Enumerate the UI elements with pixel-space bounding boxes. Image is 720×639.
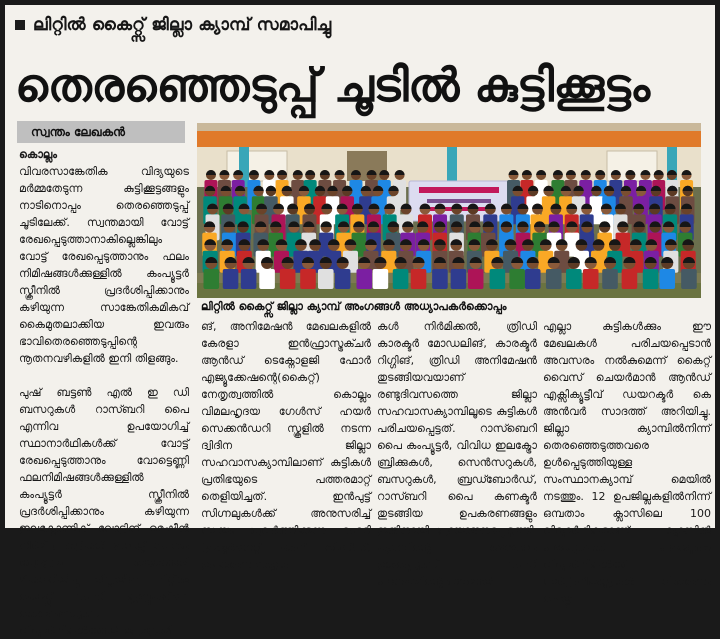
person-body [280,269,296,289]
person-body [546,269,562,289]
article-column-2 [201,318,371,571]
person-body [490,269,506,289]
person-body [357,269,373,289]
person-body [223,269,239,289]
person-body [373,269,389,289]
group-photo-image [197,123,701,298]
photo-caption: ലിറ്റിൽ കൈറ്റ്സ് ജില്ലാ ക്യാമ്പ് അംഗങ്ങൾ അധ്യാപകർക്കൊപ്പം [201,300,507,313]
group-photo [197,123,701,298]
dateline: കൊല്ലം [19,148,57,161]
person-body [451,269,467,289]
person-body [203,269,219,289]
article-column-1 [19,146,189,637]
person-body [241,269,257,289]
paragraph-1-text: വിവരസാങ്കേതിക വിദ്യയുടെ മർമ്മതേടുന്ന കുട്ടിക്കൂട്ടങ്ങളും നാടിനൊപ്പം തെരഞ്ഞെടുപ്പ് ചൂടിലേക്ക്. സ്വന്തമായി വോട്ട് രേഖപ്പെടുത്താനാകില്ലെങ്കിലും വോട്ട് രേഖപ്പെടുത്താനും ഫലം നിമിഷങ്ങൾക്കുള്ളിൽ കംപ്യൂട്ടർ സ്ക്രീനിൽ പ്രദർശിപ്പിക്കാനും കഴിയുന്ന സാങ്കേതികമികവ് കൈമുതലാക്കിയ ഇവരും ഭാവിതെരഞ്ഞെടുപ്പിന്റെ നൂതനവഴികളിൽ ഇനി തിളങ്ങും. [19,165,189,365]
person-body [525,269,541,289]
person-body [509,269,525,289]
article-column-3 [377,318,537,588]
newspaper-page [5,5,715,637]
article-column-4 [543,318,711,605]
person-body [432,269,448,289]
column-4-text: എല്ലാ കുട്ടികൾക്കും ഈ മേഖലകൾ പരിചയപ്പെടാൻ അവസരം നൽകുമെന്ന് കൈറ്റ് വൈസ് ചെയർമാൻ ആൻഡ് എക്സിക്യൂട്ടീവ് ഡയറക്ടർ കെ അൻവർ സാദത്ത് അറിയിച്ചു. ജില്ലാ ക്യാമ്പിൽനിന്ന് തെരഞ്ഞെടുത്തവരെ ഉൾപ്പെടുത്തിയുള്ള സംസ്ഥാനക്യാമ്പ് മെയിൽ നടത്തും. 12 ഉപജില്ലകളിൽനിന്ന് ഒമ്പതാം ക്ലാസിലെ 100 വിദ്യാർഥികളാണ് ക്യാമ്പിൽ പങ്കെടുത്തത്. പങ്കെടുത്ത വിദ്യാർഥികൾക്ക് സർട്ടിഫിക്കറ്റുകൾ വിതരണം ചെയ്തു. [543,320,711,605]
person-body [300,269,316,289]
person-body [622,269,638,289]
person-body [468,269,484,289]
kicker [15,13,331,37]
paragraph-2: പുഷ് ബട്ടൺ എൽ ഇ ഡി ബസറുകൾ റാസ്ബറി പൈ എന്നിവ ഉപയോഗിച്ച് സ്ഥാനാർഥികൾക്ക് വോട്ട് രേഖപ്പെടുത്താനും വോട്ടെണ്ണി ഫലനിമിഷങ്ങൾക്കുള്ളിൽ കംപ്യൂട്ടർ സ്ക്രീനിൽ പ്രദർശിപ്പിക്കാനും കഴിയുന്ന ഇലക്ട്രോണിക് വോട്ടിങ് മെഷീൻ നിർമിച്ച കുട്ടികൾ ഇവയ്ക്ക് സ്വന്തം പ്രോഗ്രാം തയ്യാറാക്കി മികവറിയിച്ചു. ജില്ലയിലെ ലിറ്റിൽ കൈറ്റ്സ് ഐടി ക്ലബ്ബുകളിലെ തെരഞ്ഞെടുത്ത വിദ്യാർഥികൾക്കായി പ്രോഗ്രാമി [19,386,189,637]
column-2-text: ങ്, അനിമേഷൻ മേഖലകളിൽ കേരളാ ഇൻഫ്രാസ്ട്രക്ചർ ആൻഡ് ടെക്നോളജി ഫോർ എജ്യൂക്കേഷന്റെ(കൈറ്റ്) നേതൃത്വത്തിൽ കൊല്ലം വിമലഹൃദയ ഗേൾസ് ഹയർ സെക്കൻഡറി സ്കൂളിൽ നടന്ന ദ്വിദിന ജില്ലാ സഹവാസക്യാമ്പിലാണ് കുട്ടികൾ പ്രതിഭയുടെ പത്തരമാറ്റ് തെളിയിച്ചത്. ഇൻപുട്ട് സിഗ്നലുകൾക്ക് അനുസരിച്ച് സ്വയം പ്രവർത്തിക്കുന്ന ഐടി (ഇന്റർനെറ്റ് ഓഫ് തിംഗ്സ്) ഉപകരണ മാതൃക [201,320,371,571]
person-body [602,269,618,289]
square-bullet-icon [15,20,25,30]
kicker-text: ലിറ്റിൽ കൈറ്റ്സ് ജില്ലാ ക്യാമ്പ് സമാപിച്ചു [33,15,332,35]
column-3-text: കൾ നിർമിക്കൽ, ത്രിഡി കാരക്ടർ മോഡലിങ്, കാരക്ടർ റിഗ്ഗിങ്, ത്രിഡി അനിമേഷൻ തുടങ്ങിയവയാണ് രണ്ടുദിവസത്തെ ജില്ലാ സഹവാസക്യാമ്പിലൂടെ കുട്ടികൾ പരിചയപ്പെട്ടത്. റാസ്ബെറി പൈ കംപ്യൂട്ടർ, വിവിധ ഇലക്ട്രോ ബ്രിക്കുകൾ, സെൻസറുകൾ, ബസറുകൾ, ബ്രഡ്ബോർഡ്, റാസ്ബറി പൈ കണക്ടർ തുടങ്ങിയ ഉപകരണങ്ങളും ഇതിനായി പ്രയോജനപ്പെടുത്തി. ക്യാമ്പിന്റെ അനുഭവം ഉൾപ്പെടുത്തി ഐടി പഠനത്തിന്റെ ഭാഗമായി [377,320,537,588]
person-body [643,269,659,289]
person-body [681,269,697,289]
paragraph-1 [19,146,189,367]
person-body [659,269,675,289]
person-body [583,269,599,289]
person-body [318,269,334,289]
person-body [393,269,409,289]
person-body [566,269,582,289]
person-body [259,269,275,289]
byline: സ്വന്തം ലേഖകൻ [17,121,185,143]
person-body [411,269,427,289]
headline: തെരഞ്ഞെടുപ്പ് ചൂടിൽ കുട്ടിക്കൂട്ടം [15,58,650,112]
person-body [335,269,351,289]
